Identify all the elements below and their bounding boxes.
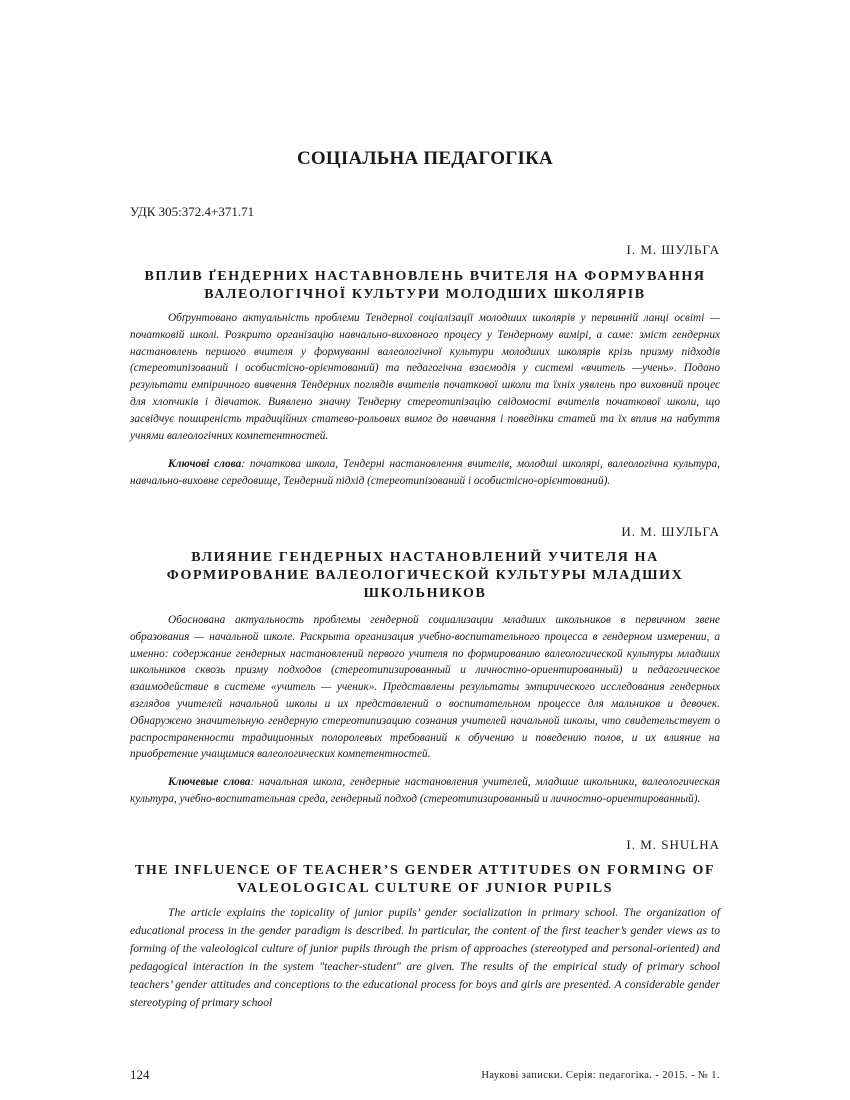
- section-title: СОЦІАЛЬНА ПЕДАГОГІКА: [297, 148, 553, 169]
- abstract-english: The article explains the topicality of junior pupils’ gender socialization in primary school. The organization of educational process in the gender paradigm is described. In particular, the content of the first teacher’s gender views as to forming of the valeological culture of junior pupils through the prism of approaches (stereotyped and personal-oriented) and pedagogical interaction in the system "teacher-student" are given. The results of the empirical study of primary school teachers’ gender attitudes and conceptions to the educational process for boys and girls are presented. A considerable gender stereotyping of primary school: [130, 906, 720, 1009]
- title-ukrainian-line-1: ВПЛИВ ҐЕНДЕРНИХ НАСТАВНОВЛЕНЬ ВЧИТЕЛЯ НА ФОРМУВАННЯ: [144, 269, 706, 284]
- keywords-label-russian: Ключевые слова: [168, 776, 251, 788]
- title-russian-line-3: ШКОЛЬНИКОВ: [363, 586, 487, 601]
- title-ukrainian-line-2: ВАЛЕОЛОГІЧНОЇ КУЛЬТУРИ МОЛОДШИХ ШКОЛЯРІВ: [204, 287, 646, 302]
- journal-citation: Наукові записки. Серія: педагогіка. - 2015. - № 1.: [481, 1070, 720, 1081]
- keywords-ukrainian: [130, 456, 720, 490]
- title-english-line-2: VALEOLOGICAL CULTURE OF JUNIOR PUPILS: [236, 881, 614, 896]
- title-russian: [130, 549, 720, 603]
- keywords-text-ukrainian: : початкова школа, Тендерні настановлення вчителів, молодші школярі, валеологічна культура, навчально-виховне середовище, Тендерний підхід (стереотипізований і особистісно-орієнтований).: [130, 458, 720, 487]
- title-russian-line-2: ФОРМИРОВАНИЕ ВАЛЕОЛОГИЧЕСКОЙ КУЛЬТУРЫ МЛАДШИХ: [166, 568, 684, 583]
- udk-code: УДК 305:372.4+371.71: [130, 204, 255, 219]
- abstract-russian: Обоснована актуальность проблемы гендерной социализации младших школьников в первичном звене образования — начальной школе. Раскрыта организация учебно-воспитательного процесса в гендерном измерении, а именно: содержание гендерных настановлений первого учителя по формированию валеологической культуры младших школьников сквозь призму подходов (стереотипизированный и личностно-ориентированный) и педагогическое взаимодействие в системе «учитель — ученик». Представлены результаты эмпирического исследования гендерных взглядов учителей начальной школы и их представлений о воспитательном процессе для мальчиков и девочек. Обнаружено значительную гендерную стереотипизацию сознания учителей начальной школы, что свидетельствует о распространенности традиционных полоролевых требований к обучению и поведению полов, и их влияние на приобретение учащимися валеологических компетентностей.: [130, 614, 720, 761]
- title-english: [130, 862, 720, 898]
- keywords-text-russian: : начальная школа, гендерные настановления учителей, младшие школьники, валеологическая культура, учебно-воспитательная среда, гендерный подход (стереотипизированный и личностно-ориентированный).: [130, 776, 720, 805]
- author-russian: И. М. ШУЛЬГА: [621, 524, 720, 539]
- title-russian-line-1: ВЛИЯНИЕ ГЕНДЕРНЫХ НАСТАНОВЛЕНИЙ УЧИТЕЛЯ НА: [191, 550, 659, 565]
- author-english: I. M. SHULHA: [626, 837, 720, 852]
- abstract-ukrainian: Обґрунтовано актуальність проблеми Тендерної соціалізації молодших школярів у первинній ланці освіті — початковій школі. Розкрито організацію навчально-виховного процесу у Тендерному вимірі, а саме: зміст гендерних настановлень першого вчителя у формуванні валеологічної культури молодших школярів крізь призму підходів (стереотипізований і особистісно-орієнтований) та педагогічна взаємодія у системі «вчитель —учень». Подано результати емпіричного вивчення Тендерних поглядів вчителів початкової школи та їхніх уявлень про виховний процес для хлопчиків і дівчаток. Виявлено значну Тендерну стереотипізацію свідомості вчителів початкової школи, що засвідчує поширеність традиційних статево-рольових вимог до навчання і поведінки статей та їх вплив на набуття учнями валеологічних компетентностей.: [130, 312, 720, 442]
- keywords-label-ukrainian: Ключові слова: [168, 458, 242, 470]
- page-number: 124: [130, 1067, 150, 1082]
- title-english-line-1: THE INFLUENCE OF TEACHER’S GENDER ATTITUDES ON FORMING OF: [134, 863, 716, 878]
- keywords-russian: [130, 774, 720, 808]
- title-ukrainian: [130, 268, 720, 304]
- author-ukrainian: І. М. ШУЛЬГА: [626, 242, 720, 257]
